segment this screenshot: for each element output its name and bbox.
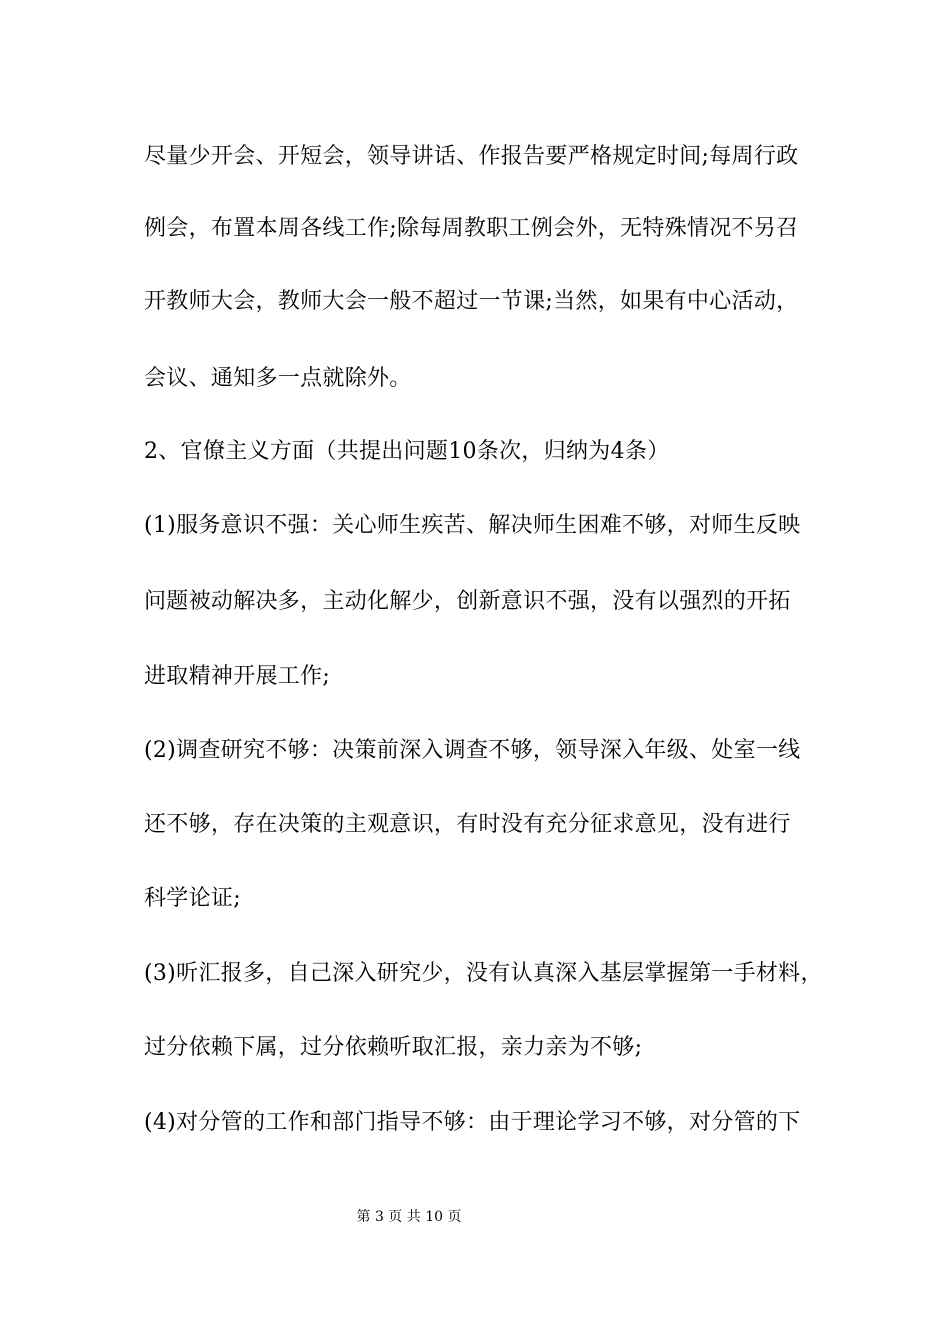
page-footer xyxy=(0,1207,950,1227)
paragraph-line: (4)对分管的工作和部门指导不够：由于理论学习不够，对分管的下 xyxy=(144,1110,801,1135)
paragraph-line: 开教师大会，教师大会一般不超过一节课;当然，如果有中心活动， xyxy=(144,289,799,314)
paragraph-line: (2)调查研究不够：决策前深入调查不够，领导深入年级、处室一线 xyxy=(144,738,801,763)
paragraph-line: 会议、通知多一点就除外。 xyxy=(144,366,412,391)
paragraph-line: 尽量少开会、开短会，领导讲话、作报告要严格规定时间;每周行政 xyxy=(144,144,799,169)
paragraph-line: 例会，布置本周各线工作;除每周教职工例会外，无特殊情况不另召 xyxy=(144,216,799,241)
paragraph-line: (3)听汇报多，自己深入研究少，没有认真深入基层掌握第一手材料， xyxy=(144,961,823,986)
paragraph-line: 进取精神开展工作; xyxy=(144,664,331,689)
paragraph-line: (1)服务意识不强：关心师生疾苦、解决师生困难不够，对师生反映 xyxy=(144,513,801,538)
paragraph-line: 科学论证; xyxy=(144,886,241,911)
page-number-label: 第 3 页 共 10 页 xyxy=(356,1209,462,1225)
section-heading: 2、官僚主义方面（共提出问题10条次，归纳为4条） xyxy=(144,439,670,464)
paragraph-line: 还不够，存在决策的主观意识，有时没有充分征求意见，没有进行 xyxy=(144,812,791,837)
paragraph-line: 过分依赖下属，过分依赖听取汇报，亲力亲为不够; xyxy=(144,1035,643,1060)
paragraph-line: 问题被动解决多，主动化解少，创新意识不强，没有以强烈的开拓 xyxy=(144,589,791,614)
